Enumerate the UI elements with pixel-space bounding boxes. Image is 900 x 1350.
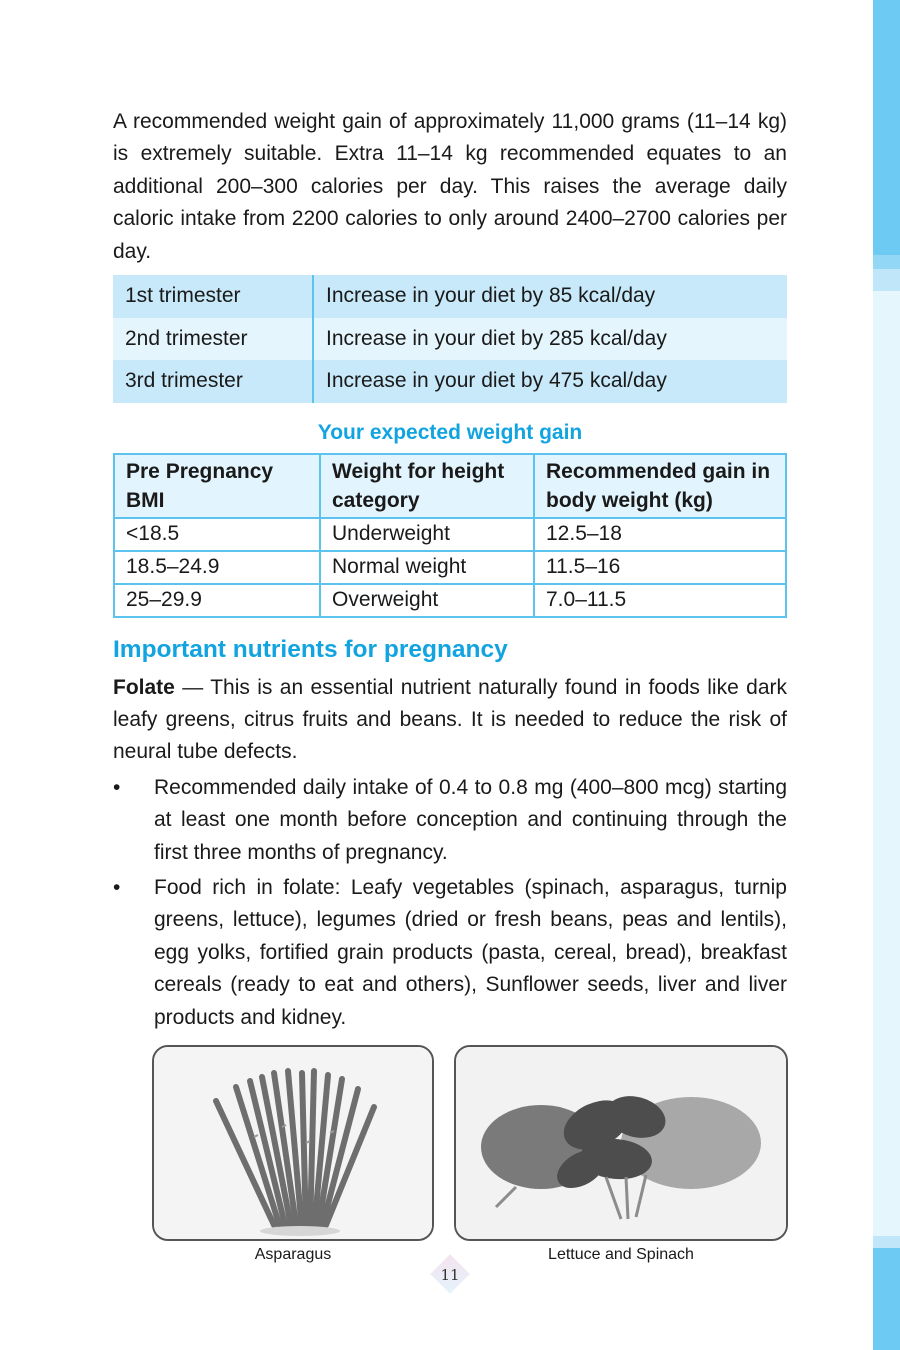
lettuce-spinach-photo: [454, 1045, 788, 1241]
table-row: [114, 551, 786, 584]
trimester-cell: 2nd trimester: [113, 318, 313, 361]
gain-cell: 11.5–16: [534, 551, 786, 584]
bmi-cell: 25–29.9: [114, 584, 320, 617]
bullet-icon: •: [113, 875, 121, 899]
header-recommended-gain: Recommended gain in body weight (kg): [534, 454, 786, 518]
asparagus-photo: [152, 1045, 434, 1241]
category-cell: Underweight: [320, 518, 534, 551]
category-cell: Overweight: [320, 584, 534, 617]
trimester-table: [113, 275, 787, 403]
page-number-text: 11: [440, 1266, 460, 1284]
list-item: [113, 772, 787, 869]
gain-cell: 7.0–11.5: [534, 584, 786, 617]
bmi-cell: 18.5–24.9: [114, 551, 320, 584]
table-header-row: [114, 454, 786, 518]
bmi-cell: <18.5: [114, 518, 320, 551]
section-heading: Important nutrients for pregnancy: [113, 635, 508, 663]
edge-stripe-bottom: [873, 1248, 900, 1350]
trimester-cell: 3rd trimester: [113, 360, 313, 403]
intro-paragraph: A recommended weight gain of approximately 11,000 grams (11–14 kg) is extremely suitable. Extra 11–14 kg recommended equates to an additional 200–300 calories per day. This raises the average daily caloric intake from 2200 calories to only around 2400–2700 calories per day.: [113, 110, 787, 263]
table-row: [114, 518, 786, 551]
page-number: [418, 1262, 482, 1294]
category-cell: Normal weight: [320, 551, 534, 584]
bullet-text: Recommended daily intake of 0.4 to 0.8 mg (400–800 mcg) starting at least one month before conception and continuing through the first three months of pregnancy.: [154, 775, 787, 864]
header-bmi: Pre Pregnancy BMI: [114, 454, 320, 518]
gain-cell: 12.5–18: [534, 518, 786, 551]
table-row: [114, 584, 786, 617]
list-item: [113, 872, 787, 1034]
weight-gain-table: [113, 453, 787, 618]
table-row: [113, 360, 787, 403]
header-category: Weight for height category: [320, 454, 534, 518]
lettuce-spinach-caption: Lettuce and Spinach: [548, 1246, 694, 1263]
increase-cell: Increase in your diet by 85 kcal/day: [313, 275, 787, 318]
edge-stripe-top: [873, 0, 900, 255]
folate-term: Folate: [113, 675, 175, 699]
edge-stripe-band: [873, 1236, 900, 1248]
table-row: [113, 275, 787, 318]
table-row: [113, 318, 787, 361]
folate-paragraph: [113, 672, 787, 769]
increase-cell: Increase in your diet by 475 kcal/day: [313, 360, 787, 403]
trimester-cell: 1st trimester: [113, 275, 313, 318]
edge-stripe-band: [873, 255, 900, 269]
folate-bullet-list: [113, 772, 787, 1034]
edge-stripe-band: [873, 269, 900, 291]
edge-stripe-middle: [873, 291, 900, 1236]
asparagus-caption: Asparagus: [254, 1246, 332, 1263]
increase-cell: Increase in your diet by 285 kcal/day: [313, 318, 787, 361]
folate-text: — This is an essential nutrient naturally found in foods like dark leafy greens, citrus fruits and beans. It is needed to reduce the risk of neural tube defects.: [113, 675, 787, 764]
bullet-text: Food rich in folate: Leafy vegetables (spinach, asparagus, turnip greens, lettuce), legumes (dried or fresh beans, peas and lentils), egg yolks, fortified grain products (pasta, cereal, bread), breakfast cereals (ready to eat and others), Sunflower seeds, liver and liver products and kidney.: [154, 875, 787, 1029]
weight-table-caption: Your expected weight gain: [317, 420, 583, 444]
page-content: [113, 106, 787, 1034]
bullet-icon: •: [113, 775, 121, 799]
